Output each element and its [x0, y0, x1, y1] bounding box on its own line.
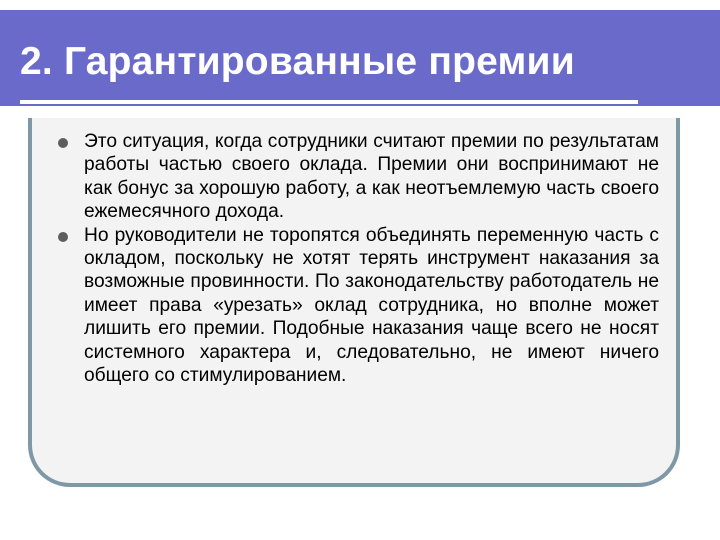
bullet-dot-icon [58, 138, 68, 148]
slide-title: 2. Гарантированные премии [20, 40, 575, 83]
title-bar [0, 10, 720, 106]
content-divider-gap [20, 106, 700, 118]
title-underline [20, 100, 638, 104]
bullet-item-2 [50, 224, 659, 388]
bullet-text-1: Это ситуация, когда сотрудники считают премии по результатам работы частью своего оклада. Премии они воспринимают не как бонус за хорошую работу, а как неотъемлемую часть своего ежемесячного дохода. [84, 131, 659, 223]
bullet-dot-icon [58, 232, 68, 242]
bullet-text-2: Но руководители не торопятся объединять переменную часть с окладом, поскольку не хотят терять инструмент наказания за возможные провинности. По законодательству работодатель не имеет права «урезать» оклад сотрудника, но вполне может лишить его премии. Подобные наказания чаще всего не носят системного характера и, следовательно, не имеют ничего общего со стимулированием. [84, 224, 659, 387]
bullet-list [50, 130, 659, 387]
bullet-item-1 [50, 130, 659, 224]
title-bar-rounded-cap [684, 10, 720, 106]
